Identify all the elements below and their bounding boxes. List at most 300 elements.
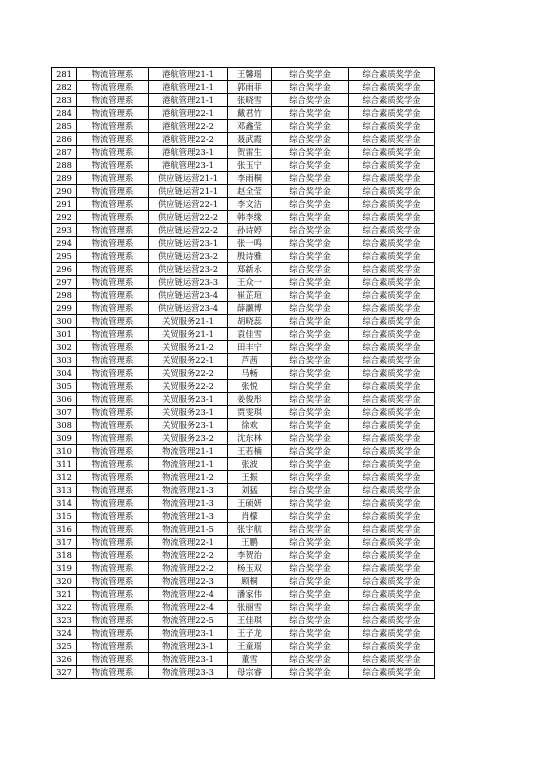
scholarship-type-cell: 综合素质奖学金 [349, 68, 435, 81]
student-name-cell: 沈东林 [228, 432, 272, 445]
scholarship-category-cell: 综合奖学金 [272, 614, 349, 627]
scholarship-type-cell: 综合素质奖学金 [349, 549, 435, 562]
scholarship-type-cell: 综合素质奖学金 [349, 614, 435, 627]
department-cell: 物流管理系 [77, 198, 149, 211]
table-row [52, 185, 435, 198]
student-name-cell: 张一鸣 [228, 237, 272, 250]
department-cell: 物流管理系 [77, 146, 149, 159]
table-row [52, 146, 435, 159]
class-cell: 物流管理23-1 [149, 653, 228, 666]
student-name-cell: 王若楠 [228, 445, 272, 458]
scholarship-type-cell: 综合素质奖学金 [349, 107, 435, 120]
scholarship-type-cell: 综合素质奖学金 [349, 393, 435, 406]
student-name-cell: 张晓雪 [228, 94, 272, 107]
class-cell: 物流管理23-1 [149, 640, 228, 653]
scholarship-type-cell: 综合素质奖学金 [349, 146, 435, 159]
table-row [52, 445, 435, 458]
department-cell: 物流管理系 [77, 289, 149, 302]
student-name-cell: 贺雷生 [228, 146, 272, 159]
student-name-cell: 邓鑫莹 [228, 120, 272, 133]
student-name-cell: 肖檬 [228, 510, 272, 523]
student-name-cell: 顾桐 [228, 575, 272, 588]
row-number-cell: 297 [52, 276, 77, 289]
class-cell: 供应链运营21-1 [149, 172, 228, 185]
class-cell: 物流管理21-3 [149, 510, 228, 523]
scholarship-type-cell: 综合素质奖学金 [349, 172, 435, 185]
table-row [52, 302, 435, 315]
department-cell: 物流管理系 [77, 471, 149, 484]
table-row [52, 640, 435, 653]
table-row [52, 250, 435, 263]
class-cell: 关贸服务21-1 [149, 328, 228, 341]
table-row [52, 107, 435, 120]
class-cell: 关贸服务23-2 [149, 432, 228, 445]
department-cell: 物流管理系 [77, 341, 149, 354]
class-cell: 物流管理21-5 [149, 523, 228, 536]
scholarship-category-cell: 综合奖学金 [272, 419, 349, 432]
student-name-cell: 韩李缘 [228, 211, 272, 224]
table-row [52, 614, 435, 627]
row-number-cell: 295 [52, 250, 77, 263]
scholarship-type-cell: 综合素质奖学金 [349, 419, 435, 432]
scholarship-category-cell: 综合奖学金 [272, 211, 349, 224]
student-name-cell: 王童瑶 [228, 640, 272, 653]
row-number-cell: 312 [52, 471, 77, 484]
scholarship-category-cell: 综合奖学金 [272, 458, 349, 471]
department-cell: 物流管理系 [77, 94, 149, 107]
scholarship-category-cell: 综合奖学金 [272, 289, 349, 302]
table-row [52, 81, 435, 94]
scholarship-type-cell: 综合素质奖学金 [349, 159, 435, 172]
department-cell: 物流管理系 [77, 302, 149, 315]
class-cell: 供应链运营22-2 [149, 224, 228, 237]
class-cell: 供应链运营23-2 [149, 250, 228, 263]
row-number-cell: 282 [52, 81, 77, 94]
row-number-cell: 324 [52, 627, 77, 640]
table-row [52, 354, 435, 367]
scholarship-type-cell: 综合素质奖学金 [349, 263, 435, 276]
row-number-cell: 316 [52, 523, 77, 536]
student-name-cell: 聂武霞 [228, 133, 272, 146]
scholarship-category-cell: 综合奖学金 [272, 133, 349, 146]
student-name-cell: 王子龙 [228, 627, 272, 640]
table-row [52, 497, 435, 510]
row-number-cell: 314 [52, 497, 77, 510]
department-cell: 物流管理系 [77, 263, 149, 276]
table-row [52, 549, 435, 562]
table-row [52, 328, 435, 341]
department-cell: 物流管理系 [77, 419, 149, 432]
award-list-table [51, 67, 435, 679]
scholarship-type-cell: 综合素质奖学金 [349, 289, 435, 302]
student-name-cell: 薛灏博 [228, 302, 272, 315]
table-row [52, 484, 435, 497]
table-row [52, 653, 435, 666]
scholarship-category-cell: 综合奖学金 [272, 510, 349, 523]
table-row [52, 393, 435, 406]
row-number-cell: 287 [52, 146, 77, 159]
department-cell: 物流管理系 [77, 172, 149, 185]
department-cell: 物流管理系 [77, 250, 149, 263]
scholarship-type-cell: 综合素质奖学金 [349, 575, 435, 588]
class-cell: 物流管理22-3 [149, 575, 228, 588]
table-row [52, 601, 435, 614]
table-row [52, 562, 435, 575]
student-name-cell: 姜俊彤 [228, 393, 272, 406]
table-row [52, 458, 435, 471]
department-cell: 物流管理系 [77, 562, 149, 575]
scholarship-category-cell: 综合奖学金 [272, 601, 349, 614]
row-number-cell: 322 [52, 601, 77, 614]
scholarship-category-cell: 综合奖学金 [272, 224, 349, 237]
class-cell: 关贸服务22-2 [149, 380, 228, 393]
class-cell: 港航管理22-2 [149, 133, 228, 146]
scholarship-category-cell: 综合奖学金 [272, 250, 349, 263]
department-cell: 物流管理系 [77, 614, 149, 627]
row-number-cell: 296 [52, 263, 77, 276]
class-cell: 物流管理21-1 [149, 445, 228, 458]
scholarship-type-cell: 综合素质奖学金 [349, 302, 435, 315]
row-number-cell: 291 [52, 198, 77, 211]
table-row [52, 575, 435, 588]
class-cell: 港航管理22-2 [149, 120, 228, 133]
class-cell: 物流管理22-4 [149, 588, 228, 601]
table-row [52, 666, 435, 679]
department-cell: 物流管理系 [77, 406, 149, 419]
scholarship-category-cell: 综合奖学金 [272, 536, 349, 549]
class-cell: 关贸服务21-1 [149, 315, 228, 328]
row-number-cell: 284 [52, 107, 77, 120]
scholarship-category-cell: 综合奖学金 [272, 523, 349, 536]
table-row [52, 68, 435, 81]
scholarship-type-cell: 综合素质奖学金 [349, 523, 435, 536]
row-number-cell: 288 [52, 159, 77, 172]
table-row [52, 588, 435, 601]
department-cell: 物流管理系 [77, 588, 149, 601]
scholarship-category-cell: 综合奖学金 [272, 237, 349, 250]
scholarship-type-cell: 综合素质奖学金 [349, 666, 435, 679]
row-number-cell: 302 [52, 341, 77, 354]
student-name-cell: 贾雯琪 [228, 406, 272, 419]
student-name-cell: 王硕妍 [228, 497, 272, 510]
class-cell: 物流管理22-1 [149, 536, 228, 549]
scholarship-type-cell: 综合素质奖学金 [349, 640, 435, 653]
department-cell: 物流管理系 [77, 666, 149, 679]
department-cell: 物流管理系 [77, 627, 149, 640]
department-cell: 物流管理系 [77, 549, 149, 562]
department-cell: 物流管理系 [77, 510, 149, 523]
student-name-cell: 赵全莹 [228, 185, 272, 198]
class-cell: 港航管理21-1 [149, 94, 228, 107]
department-cell: 物流管理系 [77, 445, 149, 458]
department-cell: 物流管理系 [77, 68, 149, 81]
scholarship-type-cell: 综合素质奖学金 [349, 341, 435, 354]
row-number-cell: 305 [52, 380, 77, 393]
row-number-cell: 309 [52, 432, 77, 445]
scholarship-type-cell: 综合素质奖学金 [349, 458, 435, 471]
student-name-cell: 张悦 [228, 380, 272, 393]
scholarship-type-cell: 综合素质奖学金 [349, 588, 435, 601]
scholarship-category-cell: 综合奖学金 [272, 328, 349, 341]
student-name-cell: 袁佳雪 [228, 328, 272, 341]
department-cell: 物流管理系 [77, 107, 149, 120]
class-cell: 物流管理23-3 [149, 666, 228, 679]
student-name-cell: 李贺治 [228, 549, 272, 562]
table-row [52, 159, 435, 172]
scholarship-category-cell: 综合奖学金 [272, 159, 349, 172]
department-cell: 物流管理系 [77, 276, 149, 289]
student-name-cell: 张波 [228, 458, 272, 471]
student-name-cell: 李文洁 [228, 198, 272, 211]
department-cell: 物流管理系 [77, 185, 149, 198]
student-name-cell: 王众一 [228, 276, 272, 289]
department-cell: 物流管理系 [77, 237, 149, 250]
scholarship-category-cell: 综合奖学金 [272, 406, 349, 419]
row-number-cell: 315 [52, 510, 77, 523]
class-cell: 物流管理21-3 [149, 497, 228, 510]
row-number-cell: 301 [52, 328, 77, 341]
table-row [52, 133, 435, 146]
scholarship-category-cell: 综合奖学金 [272, 640, 349, 653]
scholarship-category-cell: 综合奖学金 [272, 276, 349, 289]
student-name-cell: 杨玉双 [228, 562, 272, 575]
scholarship-type-cell: 综合素质奖学金 [349, 380, 435, 393]
department-cell: 物流管理系 [77, 133, 149, 146]
table-row [52, 120, 435, 133]
class-cell: 物流管理22-4 [149, 601, 228, 614]
class-cell: 物流管理21-3 [149, 484, 228, 497]
scholarship-type-cell: 综合素质奖学金 [349, 601, 435, 614]
student-name-cell: 张丽雪 [228, 601, 272, 614]
table-row [52, 341, 435, 354]
class-cell: 物流管理22-2 [149, 549, 228, 562]
scholarship-category-cell: 综合奖学金 [272, 302, 349, 315]
class-cell: 关贸服务23-1 [149, 393, 228, 406]
student-name-cell: 胡晓蕊 [228, 315, 272, 328]
scholarship-type-cell: 综合素质奖学金 [349, 224, 435, 237]
class-cell: 供应链运营21-1 [149, 185, 228, 198]
student-name-cell: 王鹏 [228, 536, 272, 549]
row-number-cell: 286 [52, 133, 77, 146]
scholarship-type-cell: 综合素质奖学金 [349, 237, 435, 250]
student-name-cell: 王振 [228, 471, 272, 484]
scholarship-type-cell: 综合素质奖学金 [349, 198, 435, 211]
scholarship-type-cell: 综合素质奖学金 [349, 562, 435, 575]
table-row [52, 367, 435, 380]
department-cell: 物流管理系 [77, 575, 149, 588]
department-cell: 物流管理系 [77, 367, 149, 380]
row-number-cell: 304 [52, 367, 77, 380]
department-cell: 物流管理系 [77, 328, 149, 341]
scholarship-type-cell: 综合素质奖学金 [349, 432, 435, 445]
department-cell: 物流管理系 [77, 497, 149, 510]
scholarship-category-cell: 综合奖学金 [272, 549, 349, 562]
department-cell: 物流管理系 [77, 601, 149, 614]
row-number-cell: 283 [52, 94, 77, 107]
table-row [52, 237, 435, 250]
scholarship-type-cell: 综合素质奖学金 [349, 354, 435, 367]
scholarship-type-cell: 综合素质奖学金 [349, 276, 435, 289]
class-cell: 关贸服务23-1 [149, 406, 228, 419]
row-number-cell: 311 [52, 458, 77, 471]
scholarship-type-cell: 综合素质奖学金 [349, 81, 435, 94]
scholarship-type-cell: 综合素质奖学金 [349, 315, 435, 328]
table-row [52, 510, 435, 523]
table-row [52, 263, 435, 276]
table-row [52, 406, 435, 419]
table-row [52, 198, 435, 211]
scholarship-type-cell: 综合素质奖学金 [349, 94, 435, 107]
student-name-cell: 芦茜 [228, 354, 272, 367]
scholarship-category-cell: 综合奖学金 [272, 484, 349, 497]
class-cell: 供应链运营23-1 [149, 237, 228, 250]
scholarship-type-cell: 综合素质奖学金 [349, 328, 435, 341]
scholarship-category-cell: 综合奖学金 [272, 588, 349, 601]
class-cell: 港航管理22-1 [149, 107, 228, 120]
scholarship-type-cell: 综合素质奖学金 [349, 185, 435, 198]
row-number-cell: 285 [52, 120, 77, 133]
class-cell: 物流管理21-2 [149, 471, 228, 484]
row-number-cell: 327 [52, 666, 77, 679]
row-number-cell: 292 [52, 211, 77, 224]
row-number-cell: 294 [52, 237, 77, 250]
scholarship-type-cell: 综合素质奖学金 [349, 497, 435, 510]
scholarship-category-cell: 综合奖学金 [272, 393, 349, 406]
department-cell: 物流管理系 [77, 380, 149, 393]
table-row [52, 224, 435, 237]
scholarship-category-cell: 综合奖学金 [272, 471, 349, 484]
department-cell: 物流管理系 [77, 640, 149, 653]
class-cell: 物流管理23-1 [149, 627, 228, 640]
department-cell: 物流管理系 [77, 120, 149, 133]
scholarship-category-cell: 综合奖学金 [272, 81, 349, 94]
scholarship-type-cell: 综合素质奖学金 [349, 120, 435, 133]
table-row [52, 471, 435, 484]
row-number-cell: 318 [52, 549, 77, 562]
row-number-cell: 325 [52, 640, 77, 653]
scholarship-category-cell: 综合奖学金 [272, 120, 349, 133]
table-row [52, 419, 435, 432]
department-cell: 物流管理系 [77, 315, 149, 328]
student-name-cell: 张玉宁 [228, 159, 272, 172]
student-name-cell: 戴君竹 [228, 107, 272, 120]
student-name-cell: 董雪 [228, 653, 272, 666]
student-name-cell: 崔芷瑄 [228, 289, 272, 302]
scholarship-category-cell: 综合奖学金 [272, 185, 349, 198]
department-cell: 物流管理系 [77, 354, 149, 367]
scholarship-category-cell: 综合奖学金 [272, 198, 349, 211]
class-cell: 物流管理22-2 [149, 562, 228, 575]
scholarship-type-cell: 综合素质奖学金 [349, 653, 435, 666]
scholarship-type-cell: 综合素质奖学金 [349, 510, 435, 523]
table-row [52, 536, 435, 549]
student-name-cell: 王馨瑶 [228, 68, 272, 81]
scholarship-category-cell: 综合奖学金 [272, 367, 349, 380]
table-row [52, 315, 435, 328]
table-row [52, 523, 435, 536]
scholarship-category-cell: 综合奖学金 [272, 575, 349, 588]
scholarship-type-cell: 综合素质奖学金 [349, 536, 435, 549]
scholarship-type-cell: 综合素质奖学金 [349, 627, 435, 640]
department-cell: 物流管理系 [77, 81, 149, 94]
scholarship-category-cell: 综合奖学金 [272, 497, 349, 510]
scholarship-type-cell: 综合素质奖学金 [349, 406, 435, 419]
row-number-cell: 281 [52, 68, 77, 81]
row-number-cell: 323 [52, 614, 77, 627]
scholarship-category-cell: 综合奖学金 [272, 107, 349, 120]
scholarship-type-cell: 综合素质奖学金 [349, 250, 435, 263]
student-name-cell: 王佳琪 [228, 614, 272, 627]
department-cell: 物流管理系 [77, 536, 149, 549]
table-row [52, 276, 435, 289]
class-cell: 港航管理21-1 [149, 68, 228, 81]
student-name-cell: 李雨桐 [228, 172, 272, 185]
class-cell: 关贸服务22-2 [149, 367, 228, 380]
class-cell: 物流管理21-1 [149, 458, 228, 471]
row-number-cell: 303 [52, 354, 77, 367]
class-cell: 供应链运营22-1 [149, 198, 228, 211]
class-cell: 物流管理22-5 [149, 614, 228, 627]
department-cell: 物流管理系 [77, 432, 149, 445]
scholarship-category-cell: 综合奖学金 [272, 653, 349, 666]
table-row [52, 289, 435, 302]
table-row [52, 432, 435, 445]
student-name-cell: 张宇航 [228, 523, 272, 536]
scholarship-category-cell: 综合奖学金 [272, 666, 349, 679]
student-name-cell: 徐欢 [228, 419, 272, 432]
scholarship-category-cell: 综合奖学金 [272, 315, 349, 328]
class-cell: 港航管理23-1 [149, 159, 228, 172]
student-name-cell: 殷诗雅 [228, 250, 272, 263]
table-row [52, 627, 435, 640]
scholarship-category-cell: 综合奖学金 [272, 562, 349, 575]
class-cell: 供应链运营23-3 [149, 276, 228, 289]
scholarship-type-cell: 综合素质奖学金 [349, 133, 435, 146]
table-row [52, 211, 435, 224]
scholarship-category-cell: 综合奖学金 [272, 445, 349, 458]
class-cell: 关贸服务21-2 [149, 341, 228, 354]
scholarship-category-cell: 综合奖学金 [272, 146, 349, 159]
scholarship-category-cell: 综合奖学金 [272, 341, 349, 354]
student-name-cell: 潘家伟 [228, 588, 272, 601]
row-number-cell: 298 [52, 289, 77, 302]
class-cell: 供应链运营22-2 [149, 211, 228, 224]
scholarship-category-cell: 综合奖学金 [272, 627, 349, 640]
scholarship-category-cell: 综合奖学金 [272, 172, 349, 185]
scholarship-category-cell: 综合奖学金 [272, 94, 349, 107]
row-number-cell: 310 [52, 445, 77, 458]
department-cell: 物流管理系 [77, 484, 149, 497]
scholarship-category-cell: 综合奖学金 [272, 432, 349, 445]
scholarship-type-cell: 综合素质奖学金 [349, 445, 435, 458]
scholarship-type-cell: 综合素质奖学金 [349, 471, 435, 484]
row-number-cell: 299 [52, 302, 77, 315]
row-number-cell: 319 [52, 562, 77, 575]
department-cell: 物流管理系 [77, 224, 149, 237]
row-number-cell: 293 [52, 224, 77, 237]
student-name-cell: 郑新永 [228, 263, 272, 276]
row-number-cell: 307 [52, 406, 77, 419]
department-cell: 物流管理系 [77, 159, 149, 172]
class-cell: 供应链运营23-4 [149, 302, 228, 315]
row-number-cell: 313 [52, 484, 77, 497]
row-number-cell: 300 [52, 315, 77, 328]
student-name-cell: 马畅 [228, 367, 272, 380]
department-cell: 物流管理系 [77, 653, 149, 666]
table-row [52, 380, 435, 393]
scholarship-category-cell: 综合奖学金 [272, 354, 349, 367]
row-number-cell: 321 [52, 588, 77, 601]
